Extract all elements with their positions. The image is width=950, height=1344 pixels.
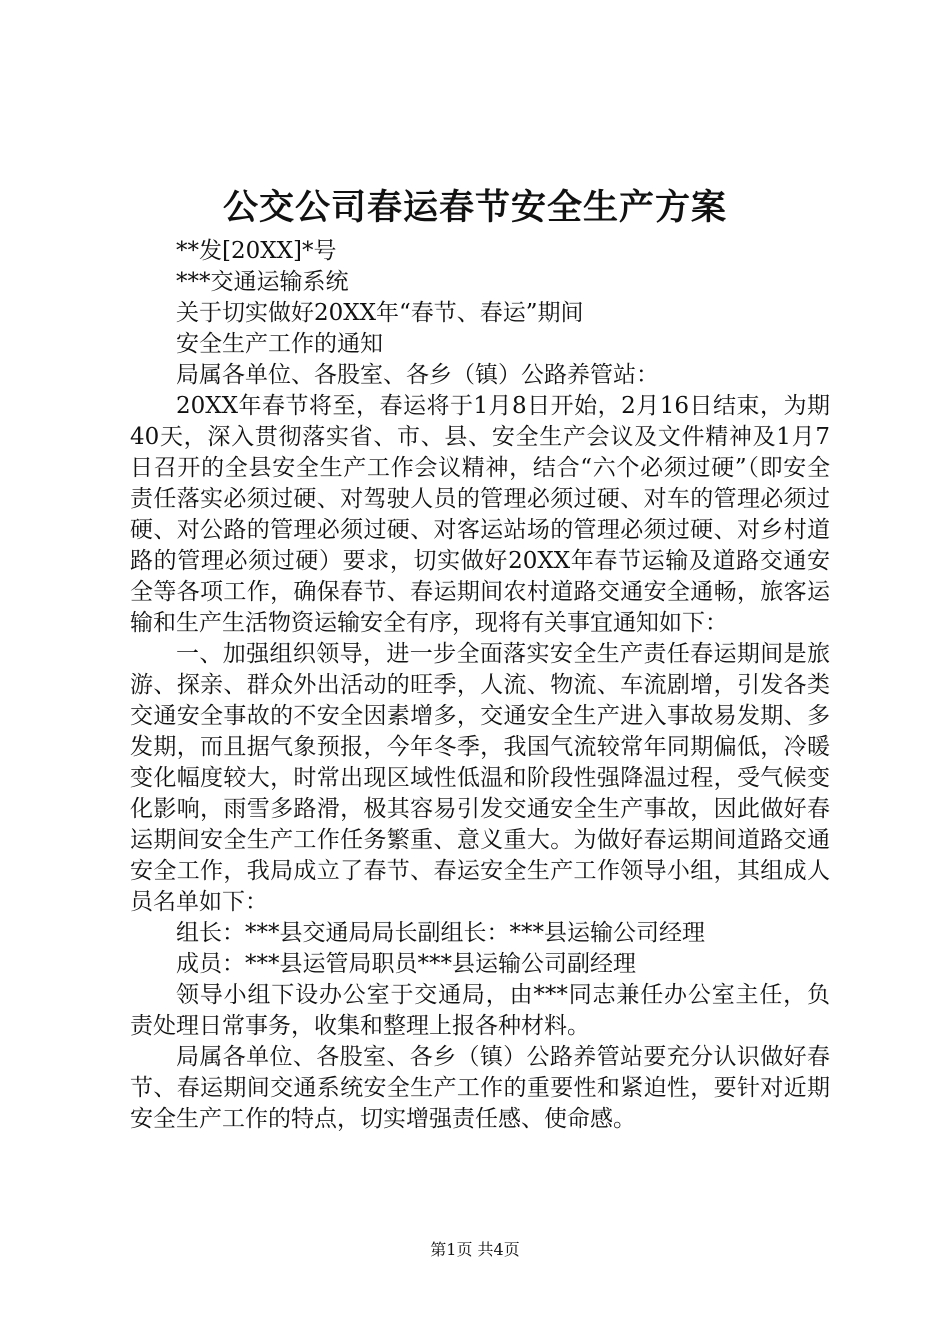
- issuing-body: ***交通运输系统: [176, 269, 349, 295]
- document-number: **发[20XX]*号: [176, 238, 337, 264]
- addressee: 局属各单位、各股室、各乡（镇）公路养管站：: [176, 362, 659, 388]
- body-paragraph: 局属各单位、各股室、各乡（镇）公路养管站要充分认识做好春节、春运期间交通系统安全生产工作的重要性和紧迫性，要针对近期安全生产工作的特点，切实增强责任感、使命感。: [130, 1044, 830, 1132]
- notice-heading-line-2: 安全生产工作的通知: [176, 331, 383, 357]
- body-paragraph: 领导小组下设办公室于交通局，由***同志兼任办公室主任，负责处理日常事务，收集和整理上报各种材料。: [130, 982, 830, 1039]
- body-paragraph: 一、加强组织领导，进一步全面落实安全生产责任春运期间是旅游、探亲、群众外出活动的旺季，人流、物流、车流剧增，引发各类交通安全事故的不安全因素增多，交通安全生产进入事故易发期、多发期，而且据气象预报，今年冬季，我国气流较常年同期偏低，冷暖变化幅度较大，时常出现区域性低温和阶段性强降温过程，受气候变化影响，雨雪多路滑，极其容易引发交通安全生产事故，因此做好春运期间安全生产工作任务繁重、意义重大。为做好春运期间道路交通安全工作，我局成立了春节、春运安全生产工作领导小组，其组成人员名单如下：: [130, 641, 830, 915]
- body-paragraph: 组长：***县交通局局长副组长：***县运输公司经理: [176, 920, 705, 946]
- document-title: 公交公司春运春节安全生产方案: [222, 187, 727, 228]
- body-paragraph: 成员：***县运管局职员***县运输公司副经理: [176, 951, 636, 977]
- notice-heading-line-1: 关于切实做好20XX年“春节、春运”期间: [176, 300, 584, 326]
- body-paragraph: 20XX年春节将至，春运将于1月8日开始，2月16日结束，为期40天，深入贯彻落实省、市、县、安全生产会议及文件精神及1月7日召开的全县安全生产工作会议精神，结合“六个必须过硬”（即安全责任落实必须过硬、对驾驶人员的管理必须过硬、对车的管理必须过硬、对公路的管理必须过硬、对客运站场的管理必须过硬、对乡村道路的管理必须过硬）要求，切实做好20XX年春节运输及道路交通安全等各项工作，确保春节、春运期间农村道路交通安全通畅，旅客运输和生产生活物资运输安全有序，现将有关事宜通知如下：: [130, 393, 830, 636]
- document-body: [130, 236, 830, 1135]
- page-footer: 第1页 共4页: [430, 1240, 520, 1259]
